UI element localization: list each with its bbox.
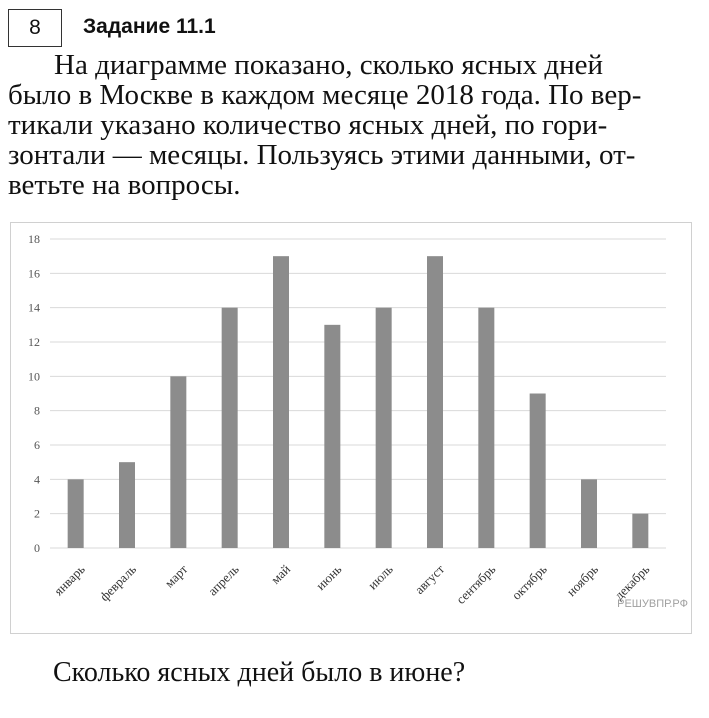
bar-июнь xyxy=(324,325,340,548)
task-title: Задание 11.1 xyxy=(83,15,216,38)
intro-line: На диаграмме показано, сколько ясных дней xyxy=(54,49,603,81)
task-number: 8 xyxy=(29,16,41,39)
bar-сентябрь xyxy=(478,308,494,548)
bar-август xyxy=(427,256,443,548)
bar-апрель xyxy=(222,308,238,548)
bar-март xyxy=(170,376,186,548)
bar-июль xyxy=(376,308,392,548)
x-tick-label: январь xyxy=(50,561,88,599)
watermark-text: РЕШУВПР.РФ xyxy=(617,598,688,610)
x-tick-label: февраль xyxy=(96,561,140,605)
intro-line: ветьте на вопросы. xyxy=(8,169,241,201)
task-number-box xyxy=(8,9,62,47)
y-tick-label: 14 xyxy=(28,300,40,315)
bar-май xyxy=(273,256,289,548)
x-tick-label: май xyxy=(267,561,294,587)
y-tick-label: 10 xyxy=(28,369,40,384)
chart-container xyxy=(10,222,692,634)
y-tick-label: 4 xyxy=(34,472,40,487)
bar-январь xyxy=(68,479,84,548)
x-tick-label: апрель xyxy=(204,561,242,599)
intro-line: тикали указано количество ясных дней, по гори- xyxy=(8,109,608,141)
question-text: Сколько ясных дней было в июне? xyxy=(53,657,466,688)
intro-line: было в Москве в каждом месяце 2018 года. По вер- xyxy=(8,79,642,111)
y-tick-label: 6 xyxy=(34,438,40,452)
x-tick-label: август xyxy=(411,561,448,598)
x-tick-label: июнь xyxy=(312,561,345,594)
x-tick-label: ноябрь xyxy=(563,561,602,600)
bar-декабрь xyxy=(632,514,648,548)
bar-chart xyxy=(10,222,692,634)
x-tick-label: декабрь xyxy=(611,561,653,603)
intro-line: зонтали — месяцы. Пользуясь этими данными, от- xyxy=(8,139,636,171)
x-tick-label: март xyxy=(161,561,191,591)
y-tick-label: 18 xyxy=(28,232,40,246)
y-tick-label: 2 xyxy=(34,506,40,521)
y-tick-label: 16 xyxy=(28,266,40,281)
y-tick-label: 12 xyxy=(28,335,40,349)
y-tick-label: 8 xyxy=(34,403,40,418)
x-tick-label: октябрь xyxy=(508,561,550,603)
bar-февраль xyxy=(119,462,135,548)
x-tick-label: сентябрь xyxy=(453,561,499,607)
bar-ноябрь xyxy=(581,479,597,548)
bar-октябрь xyxy=(530,394,546,549)
intro-text xyxy=(8,50,698,200)
y-tick-label: 0 xyxy=(34,541,40,555)
x-tick-label: июль xyxy=(364,561,396,593)
